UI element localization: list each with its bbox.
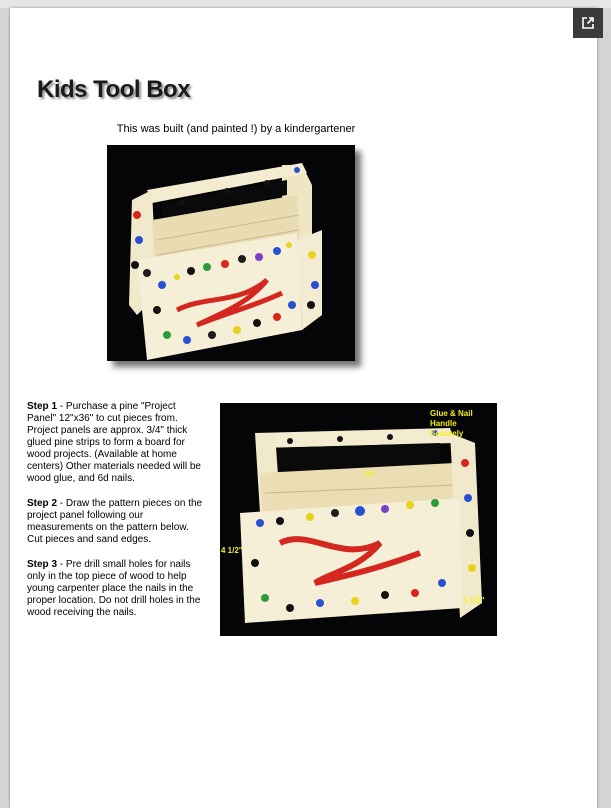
instruction-steps (27, 401, 207, 632)
step-2-text: - Draw the pattern pieces on the project panel following our measurements on the pattern below. Cut pieces and sand edges. (27, 498, 203, 545)
glue-note-line-1: Glue & Nail (430, 409, 473, 418)
toolbox-photo (107, 145, 355, 361)
step-3-label: Step 3 (27, 559, 58, 570)
toolbox-dimensions-photo (220, 403, 497, 636)
viewer-top-bar (0, 0, 611, 8)
step-2 (27, 498, 207, 546)
page-title: Kids Tool Box (37, 76, 191, 103)
height-label: 4 1/2" (221, 546, 243, 555)
toolbox-dimensions-image (220, 403, 497, 636)
depth-label: 5 1/2" (463, 596, 485, 605)
step-1-label: Step 1 (27, 401, 58, 412)
document-page (10, 8, 597, 808)
step-1 (27, 401, 207, 485)
open-in-new-button[interactable] (573, 8, 603, 38)
step-3-text: - Pre drill small holes for nails only in the top piece of wood to help young carpenter place the nails in the proper location. Do not drill holes in the wood receiving the nails. (27, 559, 201, 618)
step-2-label: Step 2 (27, 498, 58, 509)
open-in-new-icon (581, 16, 595, 30)
width-label: 14" (364, 470, 377, 479)
step-1-text: - Purchase a pine "Project Panel" 12"x36" to cut pieces from. Project panels are approx. 3/4" thick glued pine strips to form a board for wood projects. (Available at home centers) Other materials needed will be wood glue, and 6d nails. (27, 401, 201, 484)
step-3 (27, 559, 207, 619)
glue-note-line-3: Securely (430, 429, 464, 438)
glue-note-line-2: Handle (430, 419, 457, 428)
photo-caption: This was built (and painted !) by a kindergartener (116, 123, 356, 135)
toolbox-photo-image (107, 145, 355, 361)
